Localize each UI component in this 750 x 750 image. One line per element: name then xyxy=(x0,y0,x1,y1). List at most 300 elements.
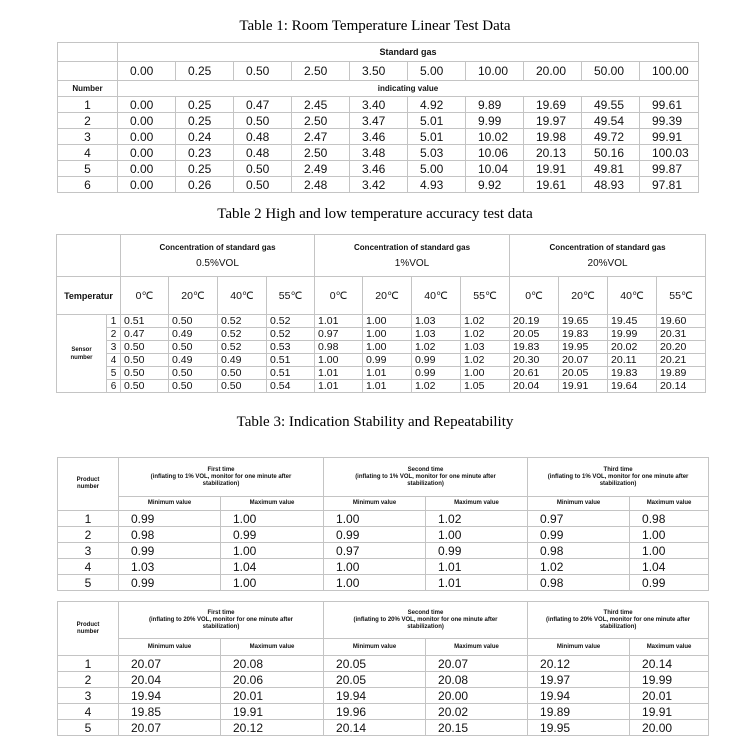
temperature-cell: 55℃ xyxy=(267,277,315,315)
reading-cell: 0.51 xyxy=(121,315,169,328)
min-value-cell: 19.94 xyxy=(528,688,630,704)
row-number: 3 xyxy=(58,129,118,145)
min-value-cell: 19.89 xyxy=(528,704,630,720)
trial-desc: stabilization) xyxy=(407,480,444,487)
min-value-cell: 19.85 xyxy=(119,704,221,720)
sensor-number: 4 xyxy=(107,354,121,367)
product-number: 2 xyxy=(58,672,119,688)
reading-cell: 0.51 xyxy=(267,354,315,367)
table1-caption: Table 1: Room Temperature Linear Test Data xyxy=(239,18,511,34)
reading-cell: 0.99 xyxy=(412,367,461,380)
temperature-cell: 20℃ xyxy=(559,277,608,315)
trial-desc: (inflating to 20% VOL, monitor for one minute after xyxy=(353,616,498,623)
max-value-cell: 20.15 xyxy=(426,720,528,736)
sensor-number: 2 xyxy=(107,328,121,341)
concentration-group-header xyxy=(121,235,315,277)
reading-cell: 0.49 xyxy=(169,328,218,341)
indicating-value-cell: 0.25 xyxy=(176,97,234,113)
min-value-cell: 1.00 xyxy=(324,575,426,591)
reading-cell: 20.21 xyxy=(657,354,706,367)
temperature-cell: 40℃ xyxy=(412,277,461,315)
reading-cell: 0.50 xyxy=(218,380,267,393)
indicating-value-cell: 0.23 xyxy=(176,145,234,161)
standard-value-cell: 0.25 xyxy=(176,62,234,81)
row-number: 4 xyxy=(58,145,118,161)
reading-cell: 20.11 xyxy=(608,354,657,367)
reading-cell: 1.03 xyxy=(461,341,510,354)
reading-cell: 0.50 xyxy=(169,367,218,380)
temperature-cell: 55℃ xyxy=(461,277,510,315)
indicating-value-cell: 0.00 xyxy=(118,161,176,177)
trial-title: First time xyxy=(207,609,235,616)
trial-desc: (inflating to 20% VOL, monitor for one minute after xyxy=(149,616,294,623)
reading-cell: 19.95 xyxy=(559,341,608,354)
max-value-cell: 20.00 xyxy=(426,688,528,704)
trial-desc: stabilization) xyxy=(599,480,637,487)
sensor-number: 3 xyxy=(107,341,121,354)
product-number: 3 xyxy=(58,543,119,559)
reading-cell: 19.60 xyxy=(657,315,706,328)
table-row xyxy=(58,559,709,575)
reading-cell: 20.02 xyxy=(608,341,657,354)
concentration-group-header xyxy=(315,235,510,277)
min-value-cell: 20.12 xyxy=(528,656,630,672)
reading-cell: 20.19 xyxy=(510,315,559,328)
max-value-cell: 0.99 xyxy=(221,527,324,543)
indicating-value-cell: 5.03 xyxy=(408,145,466,161)
indicating-value-cell: 49.81 xyxy=(582,161,640,177)
min-value-cell: 20.05 xyxy=(324,656,426,672)
reading-cell: 1.00 xyxy=(363,315,412,328)
min-value-header: Minimum value xyxy=(324,497,426,511)
max-value-cell: 1.01 xyxy=(426,559,528,575)
table-row xyxy=(57,380,706,393)
standard-values-row xyxy=(58,62,699,81)
min-value-cell: 0.99 xyxy=(119,511,221,527)
trial-header xyxy=(119,458,324,497)
min-value-cell: 20.04 xyxy=(119,672,221,688)
row-number: 5 xyxy=(58,161,118,177)
reading-cell: 20.61 xyxy=(510,367,559,380)
reading-cell: 19.89 xyxy=(657,367,706,380)
indicating-value-cell: 9.99 xyxy=(466,113,524,129)
standard-value-cell: 5.00 xyxy=(408,62,466,81)
min-value-cell: 0.97 xyxy=(528,511,630,527)
standard-value-cell: 2.50 xyxy=(292,62,350,81)
table-row xyxy=(57,328,706,341)
indicating-value-cell: 0.50 xyxy=(234,161,292,177)
max-value-cell: 1.01 xyxy=(426,575,528,591)
temperature-cell: 0℃ xyxy=(121,277,169,315)
reading-cell: 0.53 xyxy=(267,341,315,354)
product-number: 5 xyxy=(58,720,119,736)
standard-value-cell: 0.00 xyxy=(118,62,176,81)
reading-cell: 19.99 xyxy=(608,328,657,341)
standard-value-cell: 0.50 xyxy=(234,62,292,81)
table-row xyxy=(58,145,699,161)
stability-table-1pct xyxy=(57,457,709,591)
sensor-number: 5 xyxy=(107,367,121,380)
indicating-value-cell: 19.97 xyxy=(524,113,582,129)
trial-desc: stabilization) xyxy=(202,623,240,630)
min-value-header: Minimum value xyxy=(119,639,221,656)
trial-header xyxy=(528,458,709,497)
indicating-value-cell: 3.47 xyxy=(350,113,408,129)
reading-cell: 19.83 xyxy=(510,341,559,354)
indicating-value-cell: 0.24 xyxy=(176,129,234,145)
table-row xyxy=(58,543,709,559)
reading-cell: 1.00 xyxy=(363,341,412,354)
trial-title: Second time xyxy=(407,466,444,473)
reading-cell: 0.97 xyxy=(315,328,363,341)
table-row xyxy=(57,367,706,380)
product-label-line: number xyxy=(76,628,99,635)
room-temp-linear-table xyxy=(57,42,699,193)
reading-cell: 19.45 xyxy=(608,315,657,328)
table-row xyxy=(57,354,706,367)
number-header: Number xyxy=(58,81,118,97)
product-number: 4 xyxy=(58,704,119,720)
reading-cell: 0.54 xyxy=(267,380,315,393)
reading-cell: 0.50 xyxy=(121,380,169,393)
reading-cell: 1.03 xyxy=(412,328,461,341)
min-value-cell: 1.03 xyxy=(119,559,221,575)
indicating-value-cell: 50.16 xyxy=(582,145,640,161)
product-number: 1 xyxy=(58,656,119,672)
min-value-cell: 19.95 xyxy=(528,720,630,736)
indicating-value-cell: 0.48 xyxy=(234,129,292,145)
reading-cell: 1.02 xyxy=(461,315,510,328)
indicating-value-cell: 49.55 xyxy=(582,97,640,113)
table-row xyxy=(58,113,699,129)
temperature-cell: 55℃ xyxy=(657,277,706,315)
max-value-cell: 20.01 xyxy=(221,688,324,704)
reading-cell: 20.14 xyxy=(657,380,706,393)
reading-cell: 1.00 xyxy=(315,354,363,367)
indicating-value-cell: 97.81 xyxy=(640,177,699,193)
reading-cell: 1.01 xyxy=(315,367,363,380)
temperature-header: Temperatur xyxy=(57,277,121,315)
reading-cell: 20.04 xyxy=(510,380,559,393)
standard-value-cell: 20.00 xyxy=(524,62,582,81)
reading-cell: 19.83 xyxy=(608,367,657,380)
indicating-value-cell: 2.50 xyxy=(292,145,350,161)
indicating-value-cell: 20.13 xyxy=(524,145,582,161)
indicating-value-cell: 0.25 xyxy=(176,161,234,177)
indicating-value-cell: 99.91 xyxy=(640,129,699,145)
standard-value-cell: 50.00 xyxy=(582,62,640,81)
trial-title: Third time xyxy=(603,609,633,616)
table-row xyxy=(58,704,709,720)
indicating-value-cell: 19.91 xyxy=(524,161,582,177)
reading-cell: 0.50 xyxy=(121,354,169,367)
min-value-cell: 20.05 xyxy=(324,672,426,688)
max-value-header: Maximum value xyxy=(426,497,528,511)
max-value-cell: 1.00 xyxy=(221,575,324,591)
table-row xyxy=(58,720,709,736)
sensor-number-label xyxy=(57,315,107,393)
trial-header xyxy=(119,602,324,639)
trial-desc: stabilization) xyxy=(599,623,637,630)
trial-header xyxy=(528,602,709,639)
max-value-header: Maximum value xyxy=(221,639,324,656)
reading-cell: 0.47 xyxy=(121,328,169,341)
max-value-cell: 20.14 xyxy=(630,656,709,672)
trial-title: Second time xyxy=(407,609,444,616)
indicating-value-cell: 9.89 xyxy=(466,97,524,113)
max-value-cell: 1.00 xyxy=(630,527,709,543)
max-value-header: Maximum value xyxy=(221,497,324,511)
reading-cell: 1.03 xyxy=(412,315,461,328)
min-value-cell: 0.98 xyxy=(528,575,630,591)
reading-cell: 1.00 xyxy=(363,328,412,341)
table-row xyxy=(57,315,706,328)
max-value-header: Maximum value xyxy=(630,639,709,656)
min-value-header: Minimum value xyxy=(119,497,221,511)
indicating-value-cell: 4.92 xyxy=(408,97,466,113)
standard-value-cell: 3.50 xyxy=(350,62,408,81)
concentration-title: Concentration of standard gas xyxy=(354,242,471,252)
reading-cell: 20.07 xyxy=(559,354,608,367)
indicating-value-cell: 9.92 xyxy=(466,177,524,193)
max-value-cell: 1.04 xyxy=(630,559,709,575)
product-number: 5 xyxy=(58,575,119,591)
table-row xyxy=(58,129,699,145)
table-row xyxy=(58,527,709,543)
min-value-cell: 1.02 xyxy=(528,559,630,575)
product-number: 4 xyxy=(58,559,119,575)
reading-cell: 1.05 xyxy=(461,380,510,393)
table-row xyxy=(57,341,706,354)
table2-caption: Table 2 High and low temperature accuracy test data xyxy=(217,206,533,222)
max-value-cell: 0.98 xyxy=(630,511,709,527)
temperature-cell: 20℃ xyxy=(363,277,412,315)
indicating-value-cell: 48.93 xyxy=(582,177,640,193)
product-number: 1 xyxy=(58,511,119,527)
indicating-value-cell: 0.48 xyxy=(234,145,292,161)
max-value-cell: 20.06 xyxy=(221,672,324,688)
reading-cell: 20.30 xyxy=(510,354,559,367)
indicating-value-cell: 5.01 xyxy=(408,129,466,145)
indicating-value-cell: 49.72 xyxy=(582,129,640,145)
min-value-cell: 0.99 xyxy=(119,543,221,559)
indicating-value-cell: 2.50 xyxy=(292,113,350,129)
min-value-cell: 0.97 xyxy=(324,543,426,559)
min-value-cell: 0.98 xyxy=(528,543,630,559)
reading-cell: 1.02 xyxy=(412,341,461,354)
indicating-value-cell: 2.47 xyxy=(292,129,350,145)
table-row xyxy=(58,177,699,193)
product-label-line: Product xyxy=(76,621,100,628)
reading-cell: 0.99 xyxy=(363,354,412,367)
trial-title: Third time xyxy=(603,466,633,473)
min-value-cell: 19.97 xyxy=(528,672,630,688)
sensor-label-line: Sensor xyxy=(71,346,92,353)
min-value-cell: 0.99 xyxy=(528,527,630,543)
row-number: 2 xyxy=(58,113,118,129)
indicating-value-cell: 2.48 xyxy=(292,177,350,193)
table-row xyxy=(58,672,709,688)
indicating-value-cell: 99.39 xyxy=(640,113,699,129)
indicating-value-cell: 0.25 xyxy=(176,113,234,129)
indicating-value-cell: 3.46 xyxy=(350,129,408,145)
table-row xyxy=(58,575,709,591)
indicating-value-cell: 10.02 xyxy=(466,129,524,145)
product-number: 2 xyxy=(58,527,119,543)
concentration-title: Concentration of standard gas xyxy=(549,242,666,252)
product-number: 3 xyxy=(58,688,119,704)
max-value-cell: 19.91 xyxy=(221,704,324,720)
product-number-header xyxy=(58,602,119,656)
sensor-number: 1 xyxy=(107,315,121,328)
max-value-cell: 1.00 xyxy=(221,511,324,527)
indicating-value-cell: 2.49 xyxy=(292,161,350,177)
product-label-line: number xyxy=(76,484,99,490)
max-value-cell: 20.07 xyxy=(426,656,528,672)
indicating-value-cell: 5.01 xyxy=(408,113,466,129)
indicating-value-cell: 3.42 xyxy=(350,177,408,193)
indicating-value-cell: 0.26 xyxy=(176,177,234,193)
reading-cell: 0.51 xyxy=(267,367,315,380)
max-value-header: Maximum value xyxy=(426,639,528,656)
min-value-cell: 19.96 xyxy=(324,704,426,720)
table-row xyxy=(58,161,699,177)
temp-accuracy-table xyxy=(56,234,706,393)
min-value-cell: 20.14 xyxy=(324,720,426,736)
indicating-value-cell: 5.00 xyxy=(408,161,466,177)
indicating-value-cell: 100.03 xyxy=(640,145,699,161)
max-value-cell: 1.00 xyxy=(221,543,324,559)
row-number: 6 xyxy=(58,177,118,193)
reading-cell: 1.01 xyxy=(363,367,412,380)
max-value-cell: 20.12 xyxy=(221,720,324,736)
indicating-value-cell: 10.04 xyxy=(466,161,524,177)
min-value-header: Minimum value xyxy=(324,639,426,656)
product-number-header xyxy=(58,458,119,511)
indicating-value-cell: 0.00 xyxy=(118,97,176,113)
reading-cell: 19.64 xyxy=(608,380,657,393)
min-value-cell: 1.00 xyxy=(324,559,426,575)
trial-desc: (inflating to 20% VOL, monitor for one minute after xyxy=(546,616,691,623)
min-value-cell: 0.99 xyxy=(119,575,221,591)
indicating-value-cell: 19.61 xyxy=(524,177,582,193)
max-value-cell: 0.99 xyxy=(630,575,709,591)
sensor-label-line: number xyxy=(70,354,93,361)
table3-caption: Table 3: Indication Stability and Repeatability xyxy=(236,414,514,430)
indicating-value-cell: 0.47 xyxy=(234,97,292,113)
reading-cell: 0.52 xyxy=(267,315,315,328)
concentration-value: 20%VOL xyxy=(587,257,628,269)
indicating-value-cell: 19.69 xyxy=(524,97,582,113)
max-value-cell: 20.02 xyxy=(426,704,528,720)
reading-cell: 0.52 xyxy=(267,328,315,341)
indicating-value-cell: 3.40 xyxy=(350,97,408,113)
product-label-line: Product xyxy=(76,477,100,483)
reading-cell: 0.49 xyxy=(169,354,218,367)
indicating-value-header: indicating value xyxy=(118,81,699,97)
reading-cell: 1.02 xyxy=(461,328,510,341)
standard-gas-header: Standard gas xyxy=(118,43,699,62)
reading-cell: 0.98 xyxy=(315,341,363,354)
min-value-cell: 20.07 xyxy=(119,656,221,672)
reading-cell: 0.50 xyxy=(169,341,218,354)
concentration-group-header xyxy=(510,235,706,277)
min-value-cell: 19.94 xyxy=(324,688,426,704)
standard-value-cell: 10.00 xyxy=(466,62,524,81)
max-value-cell: 1.00 xyxy=(630,543,709,559)
max-value-header: Maximum value xyxy=(630,497,709,511)
max-value-cell: 19.99 xyxy=(630,672,709,688)
indicating-value-cell: 0.50 xyxy=(234,113,292,129)
indicating-value-cell: 99.87 xyxy=(640,161,699,177)
trial-desc: (inflating to 1% VOL, monitor for one minute after xyxy=(355,473,496,480)
max-value-cell: 1.00 xyxy=(426,527,528,543)
indicating-value-cell: 99.61 xyxy=(640,97,699,113)
reading-cell: 0.52 xyxy=(218,328,267,341)
reading-cell: 0.50 xyxy=(218,367,267,380)
concentration-value: 1%VOL xyxy=(394,257,430,269)
reading-cell: 1.00 xyxy=(461,367,510,380)
temperature-cell: 0℃ xyxy=(510,277,559,315)
reading-cell: 20.31 xyxy=(657,328,706,341)
max-value-cell: 1.02 xyxy=(426,511,528,527)
indicating-value-cell: 2.45 xyxy=(292,97,350,113)
reading-cell: 0.52 xyxy=(218,341,267,354)
temperature-cell: 0℃ xyxy=(315,277,363,315)
min-value-cell: 19.94 xyxy=(119,688,221,704)
stability-table-20pct xyxy=(57,601,709,736)
indicating-value-cell: 0.00 xyxy=(118,177,176,193)
reading-cell: 0.49 xyxy=(218,354,267,367)
trial-desc: (inflating to 1% VOL, monitor for one minute after xyxy=(150,473,292,480)
trial-header xyxy=(324,458,528,497)
reading-cell: 0.52 xyxy=(218,315,267,328)
trial-desc: (inflating to 1% VOL, monitor for one minute after xyxy=(547,473,689,480)
concentration-value: 0.5%VOL xyxy=(196,257,239,269)
max-value-cell: 20.00 xyxy=(630,720,709,736)
max-value-cell: 1.04 xyxy=(221,559,324,575)
table-row xyxy=(58,688,709,704)
corner-cell xyxy=(58,43,118,62)
reading-cell: 20.05 xyxy=(510,328,559,341)
min-value-cell: 0.98 xyxy=(119,527,221,543)
min-value-cell: 0.99 xyxy=(324,527,426,543)
reading-cell: 19.83 xyxy=(559,328,608,341)
reading-cell: 1.02 xyxy=(412,380,461,393)
max-value-cell: 20.01 xyxy=(630,688,709,704)
reading-cell: 0.99 xyxy=(412,354,461,367)
max-value-cell: 0.99 xyxy=(426,543,528,559)
indicating-value-cell: 0.00 xyxy=(118,129,176,145)
indicating-value-cell: 0.00 xyxy=(118,145,176,161)
reading-cell: 1.02 xyxy=(461,354,510,367)
trial-desc: stabilization) xyxy=(407,623,444,630)
indicating-value-cell: 3.46 xyxy=(350,161,408,177)
concentration-title: Concentration of standard gas xyxy=(159,242,276,252)
indicating-value-cell: 0.00 xyxy=(118,113,176,129)
indicating-value-cell: 3.48 xyxy=(350,145,408,161)
indicating-value-cell: 19.98 xyxy=(524,129,582,145)
reading-cell: 19.65 xyxy=(559,315,608,328)
reading-cell: 0.50 xyxy=(169,380,218,393)
standard-value-cell: 100.00 xyxy=(640,62,699,81)
trial-header xyxy=(324,602,528,639)
sensor-number: 6 xyxy=(107,380,121,393)
table-row xyxy=(58,511,709,527)
max-value-cell: 20.08 xyxy=(426,672,528,688)
table-row xyxy=(58,656,709,672)
indicating-value-cell: 0.50 xyxy=(234,177,292,193)
